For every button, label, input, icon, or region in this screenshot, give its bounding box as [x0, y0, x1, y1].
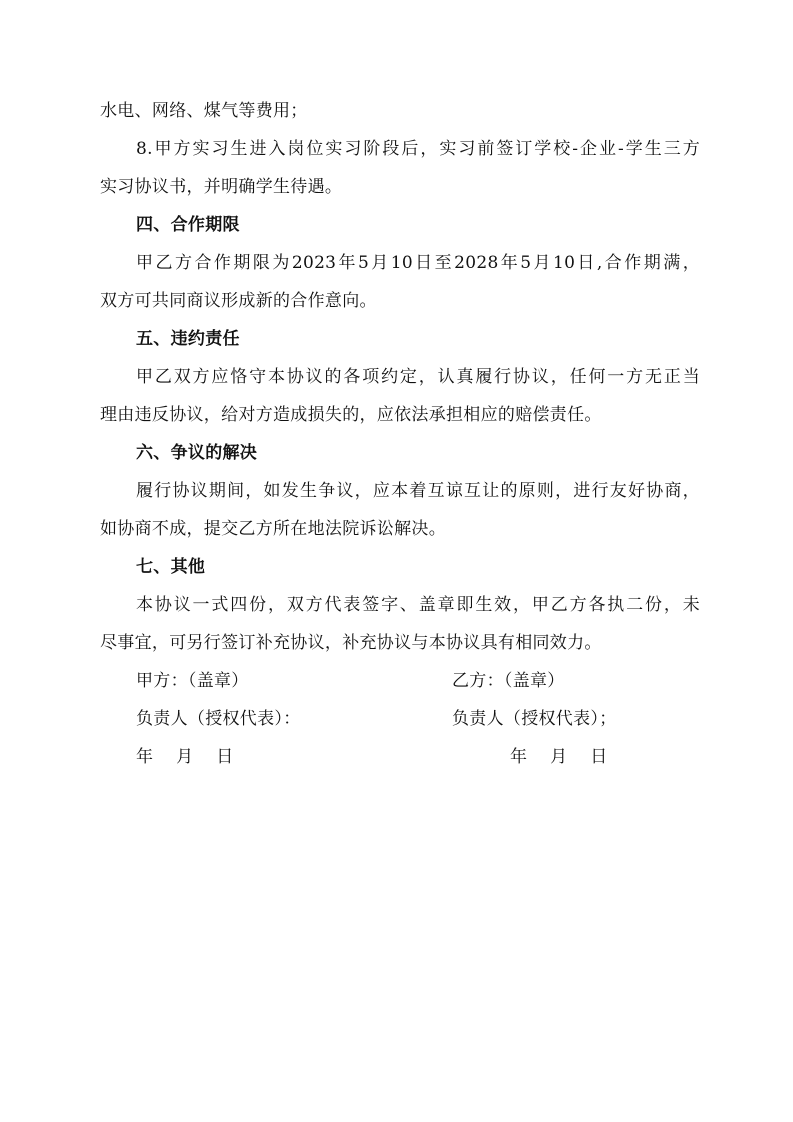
party-b-date: 年 月 日: [510, 747, 608, 767]
cooperation-period-line-2: 双方可共同商议形成新的合作意向。: [100, 291, 377, 311]
section-heading-breach: 五、违约责任: [136, 329, 240, 349]
breach-line-2: 理由违反协议，给对方造成损失的，应依法承担相应的赔偿责任。: [100, 405, 602, 425]
breach-line-1: 甲乙双方应恪守本协议的各项约定，认真履行协议，任何一方无正当: [136, 367, 700, 387]
party-a-seal: 甲方：（盖章）: [136, 671, 249, 691]
section-heading-cooperation-period: 四、合作期限: [136, 215, 240, 235]
clause-8-line-1: 8.甲方实习生进入岗位实习阶段后，实习前签订学校-企业-学生三方: [136, 139, 700, 159]
section-heading-dispute: 六、争议的解决: [136, 443, 258, 463]
party-b-seal: 乙方：（盖章）: [452, 671, 565, 691]
party-b-representative: 负责人（授权代表）；: [452, 709, 617, 729]
other-line-2: 尽事宜，可另行签订补充协议，补充协议与本协议具有相同效力。: [100, 633, 602, 653]
dispute-line-2: 如协商不成，提交乙方所在地法院诉讼解决。: [100, 519, 446, 539]
section-heading-other: 七、其他: [136, 557, 206, 577]
other-line-1: 本协议一式四份，双方代表签字、盖章即生效，甲乙方各执二份，未: [136, 595, 700, 615]
cooperation-period-line-1: 甲乙方合作期限为2023年5月10日至2028年5月10日,合作期满，: [136, 253, 700, 273]
party-a-representative: 负责人（授权代表）：: [136, 709, 301, 729]
clause-8-line-2: 实习协议书，并明确学生待遇。: [100, 177, 343, 197]
text-line-fees: 水电、网络、煤气等费用；: [100, 101, 308, 121]
dispute-line-1: 履行协议期间，如发生争议，应本着互谅互让的原则，进行友好协商，: [136, 481, 700, 501]
party-a-date: 年 月 日: [136, 747, 234, 767]
